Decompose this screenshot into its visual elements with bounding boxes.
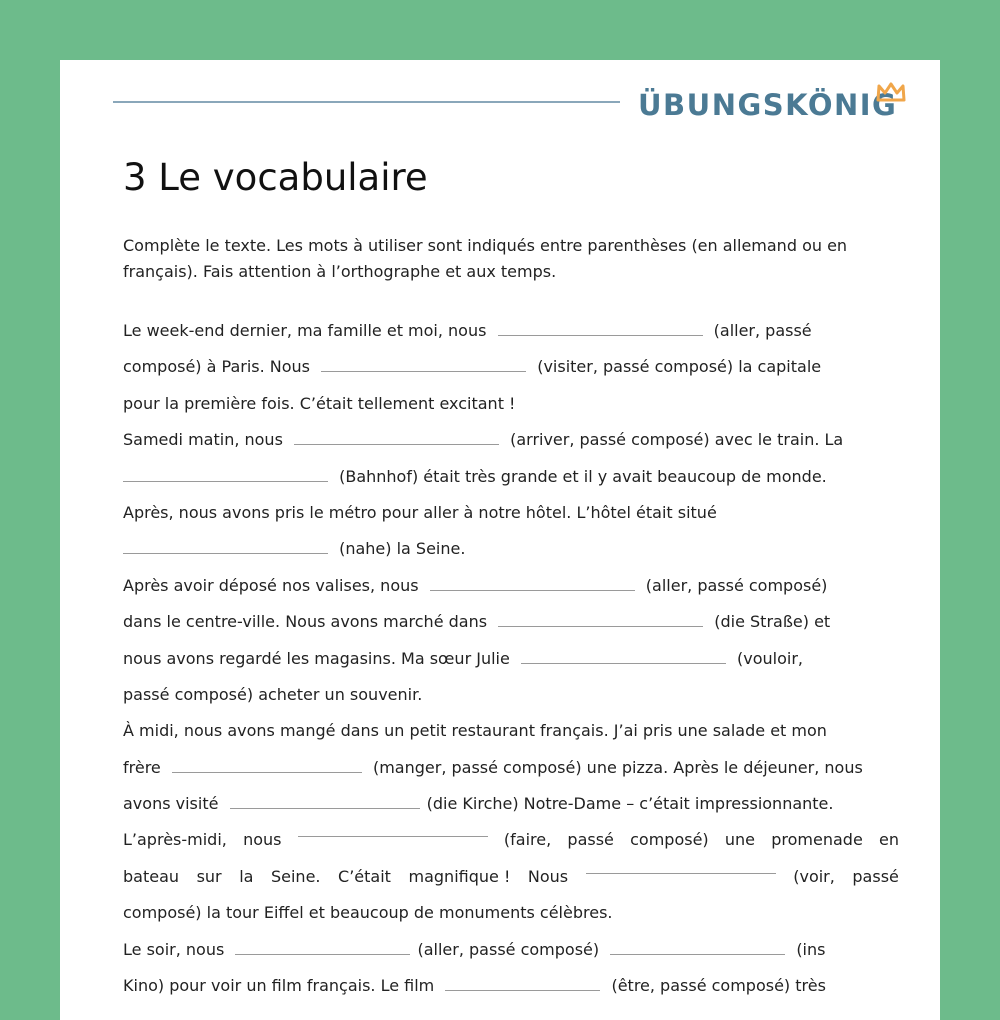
text-segment: L’après-midi,	[123, 830, 227, 850]
header-rule	[113, 101, 620, 103]
exercise-instruction: Complète le texte. Les mots à utiliser sont indiqués entre parenthèses (en allemand ou en français). Fais attention à l’orthographe et aux temps.	[123, 236, 848, 281]
text-segment: (manger, passé composé) une pizza. Après le déjeuner, nous	[372, 757, 863, 777]
text-segment: (voir,	[793, 866, 835, 886]
text-segment: sur	[196, 866, 222, 886]
text-line	[123, 568, 899, 604]
text-segment: passé composé) acheter un souvenir.	[123, 684, 423, 704]
text-line	[123, 422, 899, 458]
crown-icon	[876, 82, 906, 102]
text-line	[123, 313, 899, 349]
text-line	[123, 895, 899, 931]
fill-blank[interactable]	[123, 467, 328, 482]
text-segment: composé) la tour Eiffel et beaucoup de monuments célèbres.	[123, 903, 613, 923]
text-line	[123, 822, 899, 858]
fill-blank[interactable]	[235, 940, 410, 955]
text-segment: nous	[243, 830, 282, 850]
fill-blank[interactable]	[610, 940, 785, 955]
text-segment: magnifique !	[408, 866, 511, 886]
text-segment: (aller, passé composé)	[417, 939, 600, 959]
text-segment: Seine.	[270, 866, 321, 886]
text-segment: avons visité	[123, 794, 219, 814]
text-segment: (visiter, passé composé) la capitale	[537, 357, 822, 377]
text-line	[123, 641, 899, 677]
text-line	[123, 349, 899, 385]
text-segment: pour la première fois. C’était tellement excitant !	[123, 393, 516, 413]
text-line	[123, 677, 899, 713]
text-segment: nous avons regardé les magasins. Ma sœur Julie	[123, 648, 510, 668]
text-line	[123, 604, 899, 640]
text-segment: (arriver, passé composé) avec le train. La	[510, 430, 844, 450]
fill-blank[interactable]	[430, 576, 635, 591]
text-segment: C’était	[338, 866, 391, 886]
fill-blank[interactable]	[498, 321, 703, 336]
fill-blank[interactable]	[586, 859, 776, 874]
text-line	[123, 750, 899, 786]
text-segment: (aller, passé composé)	[645, 575, 828, 595]
text-segment: (être, passé composé) très	[611, 976, 826, 996]
text-segment: dans le centre-ville. Nous avons marché dans	[123, 612, 488, 632]
text-segment: passé	[852, 866, 899, 886]
fill-blank[interactable]	[123, 539, 328, 554]
text-segment: frère	[123, 757, 161, 777]
text-segment: (Bahnhof) était très grande et il y avait beaucoup de monde.	[339, 466, 827, 486]
fill-blank[interactable]	[321, 357, 526, 372]
text-segment: (die Straße) et	[714, 612, 831, 632]
text-segment: composé) à Paris. Nous	[123, 357, 311, 377]
text-segment: Samedi matin, nous	[123, 430, 283, 450]
text-line	[123, 713, 899, 749]
exercise-text	[123, 313, 899, 1004]
text-line	[123, 459, 899, 495]
text-segment: Kino) pour voir un film français. Le film	[123, 976, 435, 996]
logo	[638, 88, 897, 122]
text-segment: en	[879, 830, 899, 850]
text-line	[123, 786, 899, 822]
text-segment: (die Kirche) Notre-Dame – c’était impressionnante.	[426, 794, 834, 814]
text-segment: Après, nous avons pris le métro pour aller à notre hôtel. L’hôtel était situé	[123, 502, 717, 522]
text-segment: Le soir, nous	[123, 939, 225, 959]
text-segment: (ins	[796, 939, 826, 959]
text-segment: promenade	[771, 830, 863, 850]
text-line	[123, 968, 899, 1004]
text-segment: (aller, passé	[713, 321, 812, 340]
text-segment: Le week-end dernier, ma famille et moi, nous	[123, 321, 487, 340]
text-segment: composé)	[630, 830, 709, 850]
text-segment: passé	[567, 830, 614, 850]
text-segment: une	[724, 830, 756, 850]
text-segment: Après avoir déposé nos valises, nous	[123, 575, 419, 595]
text-segment: Nous	[527, 866, 569, 886]
fill-blank[interactable]	[445, 976, 600, 991]
text-line	[123, 932, 899, 968]
fill-blank[interactable]	[230, 794, 420, 809]
fill-blank[interactable]	[172, 758, 362, 773]
fill-blank[interactable]	[294, 430, 499, 445]
fill-blank[interactable]	[498, 612, 703, 627]
text-line	[123, 495, 899, 531]
text-segment: bateau	[123, 866, 180, 886]
exercise-title: 3 Le vocabulaire	[123, 156, 428, 199]
fill-blank[interactable]	[298, 822, 488, 837]
text-segment: À midi, nous avons mangé dans un petit restaurant français. J’ai pris une salade et mon	[123, 721, 827, 741]
text-line	[123, 531, 899, 567]
logo-text: ÜBUNGSKÖNIG	[638, 88, 898, 122]
text-segment: (nahe) la Seine.	[339, 539, 466, 559]
text-segment: la	[239, 866, 254, 886]
fill-blank[interactable]	[521, 649, 726, 664]
text-segment: (vouloir,	[737, 648, 803, 668]
worksheet-page	[60, 60, 940, 1020]
text-line	[123, 386, 899, 422]
text-segment: (faire,	[503, 830, 552, 850]
text-line	[123, 859, 899, 895]
